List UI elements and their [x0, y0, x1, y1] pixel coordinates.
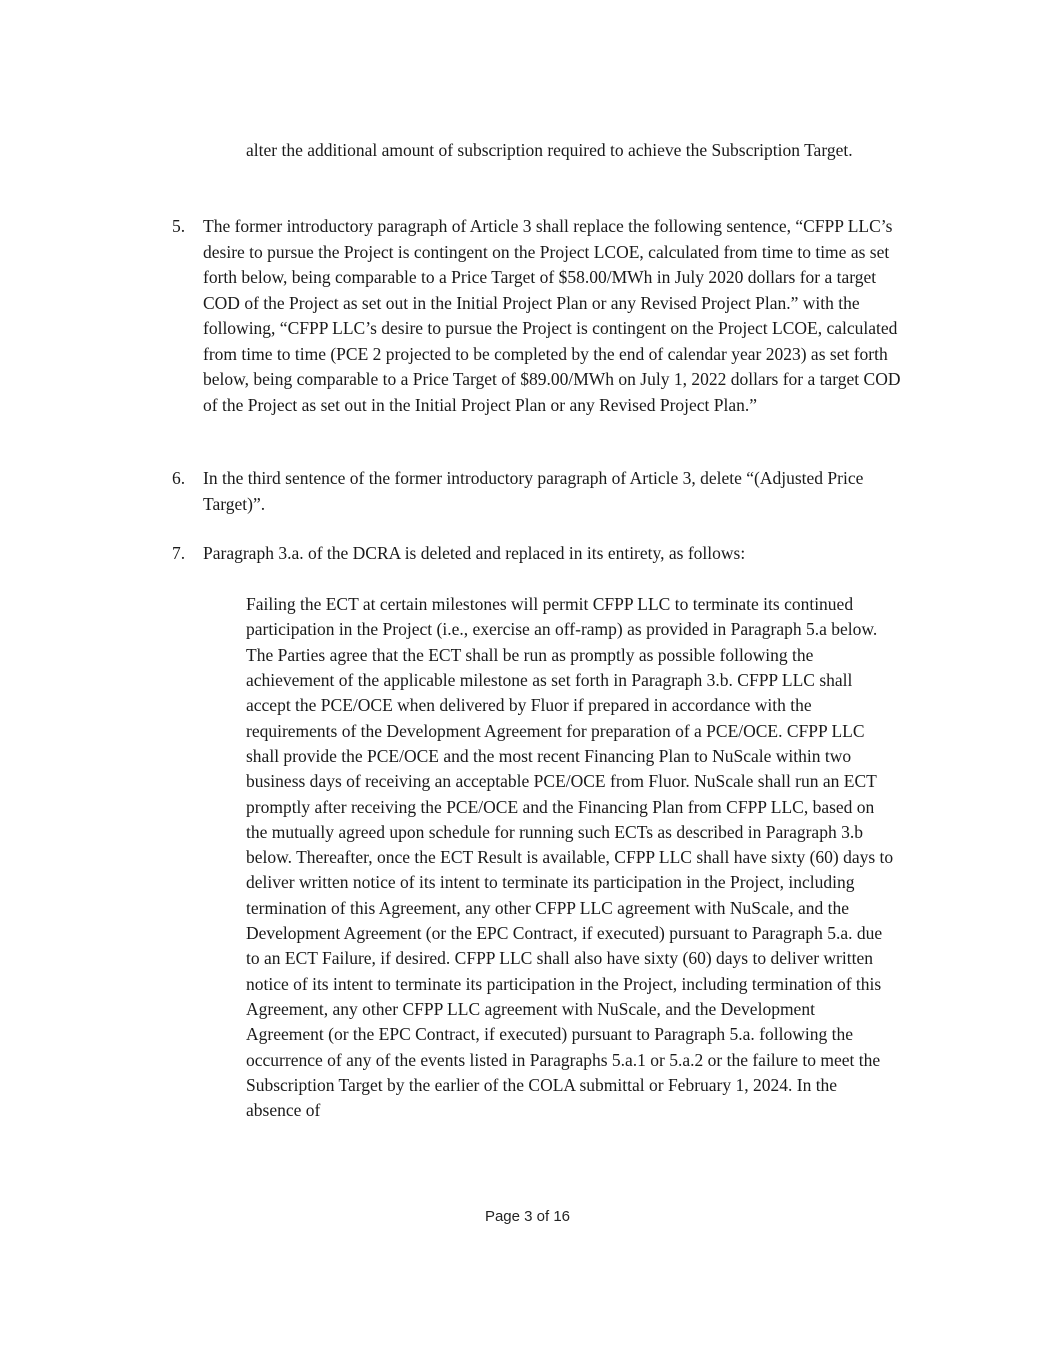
continuation-paragraph: alter the additional amount of subscription required to achieve the Subscription Target. — [246, 140, 853, 160]
list-item-text: In the third sentence of the former introductory paragraph of Article 3, delete “(Adjusted Price Target)”. — [203, 468, 864, 514]
page-number-footer: Page 3 of 16 — [484, 1208, 571, 1225]
list-item-text: Paragraph 3.a. of the DCRA is deleted and replaced in its entirety, as follows: — [203, 543, 746, 563]
list-item-7 — [172, 541, 902, 567]
list-item-text: The former introductory paragraph of Article 3 shall replace the following sentence, “CFPP LLC’s desire to pursue the Project is contingent on the Project LCOE, calculated from time to time as set forth below, being comparable to a Price Target of $58.00/MWh in July 2020 dollars for a target COD of the Project as set out in the Initial Project Plan or any Revised Project Plan.” with the following, “CFPP LLC’s desire to pursue the Project is contingent on the Project LCOE, calculated from time to time (PCE 2 projected to be completed by the end of calendar year 2023) as set forth below, being comparable to a Price Target of $89.00/MWh on July 1, 2022 dollars for a target COD of the Project as set out in the Initial Project Plan or any Revised Project Plan.” — [203, 216, 901, 415]
list-item-number: 7. — [172, 543, 186, 563]
list-item-number: 5. — [172, 216, 186, 236]
list-item-6 — [172, 466, 902, 517]
replacement-paragraph-block: Failing the ECT at certain milestones will permit CFPP LLC to terminate its continued participation in the Project (i.e., exercise an off-ramp) as provided in Paragraph 5.a below. The Parties agree that the ECT shall be run as promptly as possible following the achievement of the applicable milestone as set forth in Paragraph 3.b. CFPP LLC shall accept the PCE/OCE when delivered by Fluor if prepared in accordance with the requirements of the Development Agreement for preparation of a PCE/OCE. CFPP LLC shall provide the PCE/OCE and the most recent Financing Plan to NuScale within two business days of receiving an acceptable PCE/OCE from Fluor. NuScale shall run an ECT promptly after receiving the PCE/OCE and the Financing Plan from CFPP LLC, based on the mutually agreed upon schedule for running such ECTs as described in Paragraph 3.b below. Thereafter, once the ECT Result is available, CFPP LLC shall have sixty (60) days to deliver written notice of its intent to terminate its participation in the Project, including termination of this Agreement, any other CFPP LLC agreement with NuScale, and the Development Agreement (or the EPC Contract, if executed) pursuant to Paragraph 5.a. due to an ECT Failure, if desired. CFPP LLC shall also have sixty (60) days to deliver written notice of its intent to terminate its participation in the Project, including termination of this Agreement, any other CFPP LLC agreement with NuScale, and the Development Agreement (or the EPC Contract, if executed) pursuant to Paragraph 5.a. following the occurrence of any of the events listed in Paragraphs 5.a.1 or 5.a.2 or the failure to meet the Subscription Target by the earlier of the COLA submittal or February 1, 2024. In the absence of — [246, 594, 894, 1121]
list-item-5 — [172, 214, 902, 418]
list-item-number: 6. — [172, 468, 186, 488]
